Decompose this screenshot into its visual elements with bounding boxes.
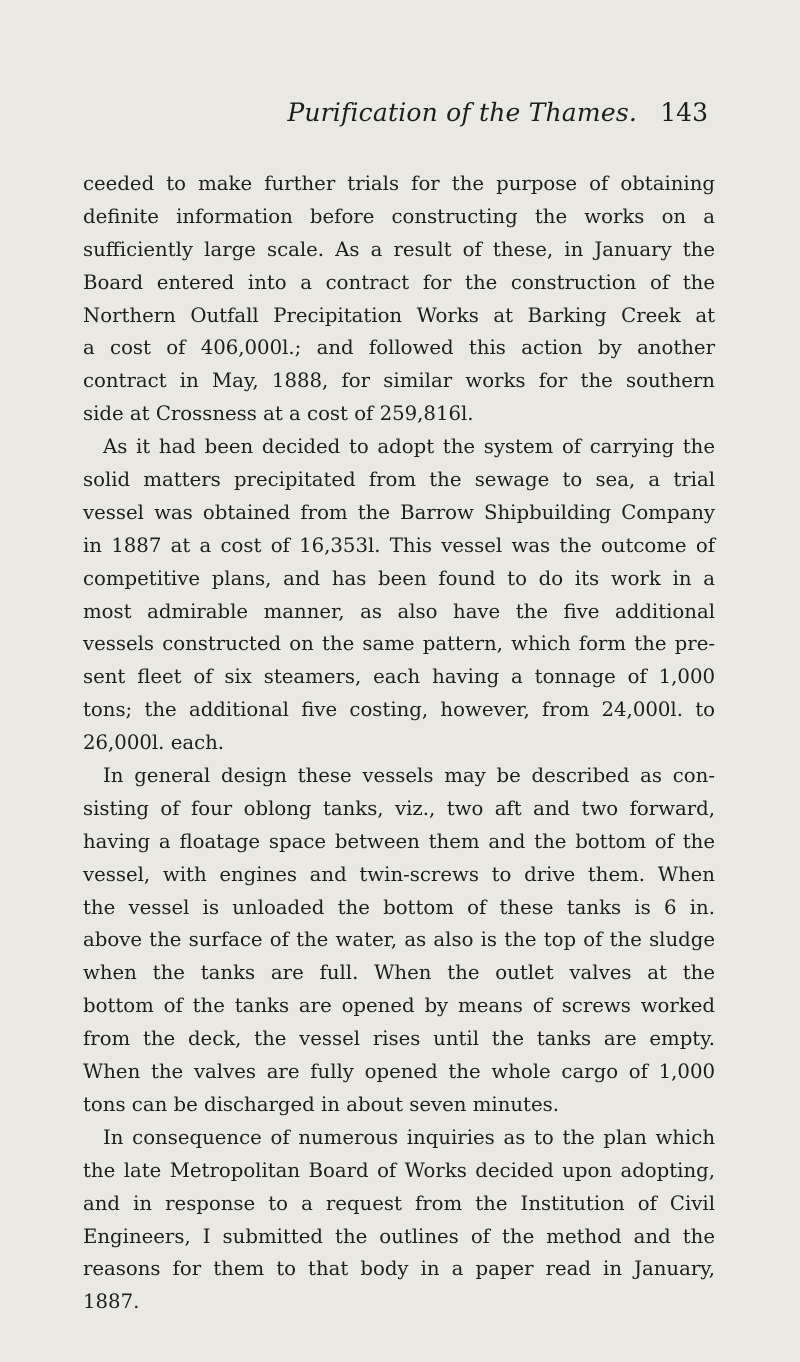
text-line: sufficiently large scale. As a result of these, in January the <box>83 237 715 261</box>
text-line: and in response to a request from the Institution of Civil <box>83 1191 715 1215</box>
text-line: when the tanks are full. When the outlet valves at the <box>83 961 715 985</box>
paragraph-start-line: In general design these vessels may be described as con- <box>103 764 715 788</box>
text-line: reasons for them to that body in a paper read in January, <box>83 1257 715 1281</box>
paragraph-start-line: As it had been decided to adopt the system of carrying the <box>103 435 715 459</box>
text-line: ceeded to make further trials for the purpose of obtaining <box>83 172 715 195</box>
text-line: sent fleet of six steamers, each having a tonnage of 1,000 <box>83 665 715 689</box>
text-line: 26,000l. each. <box>83 731 225 755</box>
running-head <box>0 98 800 138</box>
text-line: tons; the additional five costing, however, from 24,000l. to <box>83 698 715 722</box>
text-line: vessel, with engines and twin-screws to drive them. When <box>83 862 715 886</box>
text-line: Northern Outfall Precipitation Works at Barking Creek at <box>83 303 715 327</box>
text-line: solid matters precipitated from the sewage to sea, a trial <box>83 468 715 492</box>
text-line: competitive plans, and has been found to do its work in a <box>83 566 715 590</box>
text-line: definite information before constructing the works on a <box>83 204 715 228</box>
text-line: contract in May, 1888, for similar works for the southern <box>83 369 715 393</box>
text-line: having a floatage space between them and the bottom of the <box>83 829 715 853</box>
text-line: from the deck, the vessel rises until the tanks are empty. <box>83 1027 715 1051</box>
text-line: vessels constructed on the same pattern, which form the pre- <box>83 632 715 656</box>
text-line: above the surface of the water, as also is the top of the sludge <box>83 928 715 952</box>
text-line: most admirable manner, as also have the five additional <box>83 599 715 623</box>
paragraph-start-line: In consequence of numerous inquiries as to the plan which <box>103 1125 715 1149</box>
text-line: a cost of 406,000l.; and followed this action by another <box>83 336 715 360</box>
running-title: Purification of the Thames. <box>287 98 637 127</box>
text-line: 1887. <box>83 1290 140 1314</box>
text-line: Engineers, I submitted the outlines of the method and the <box>83 1224 715 1248</box>
text-line: When the valves are fully opened the whole cargo of 1,000 <box>83 1060 715 1084</box>
text-line: bottom of the tanks are opened by means of screws worked <box>83 994 715 1018</box>
text-line: sisting of four oblong tanks, viz., two aft and two forward, <box>83 796 715 820</box>
text-line: tons can be discharged in about seven minutes. <box>83 1092 559 1116</box>
text-line: the vessel is unloaded the bottom of these tanks is 6 in. <box>83 895 715 919</box>
text-line: Board entered into a contract for the construction of the <box>83 270 715 294</box>
body-text <box>83 168 715 1319</box>
text-line: the late Metropolitan Board of Works decided upon adopting, <box>83 1158 715 1182</box>
page-number: 143 <box>660 98 708 127</box>
text-line: side at Crossness at a cost of 259,816l. <box>83 402 474 426</box>
text-line: in 1887 at a cost of 16,353l. This vessel was the outcome of <box>83 533 715 557</box>
text-line: vessel was obtained from the Barrow Shipbuilding Company <box>83 500 715 524</box>
